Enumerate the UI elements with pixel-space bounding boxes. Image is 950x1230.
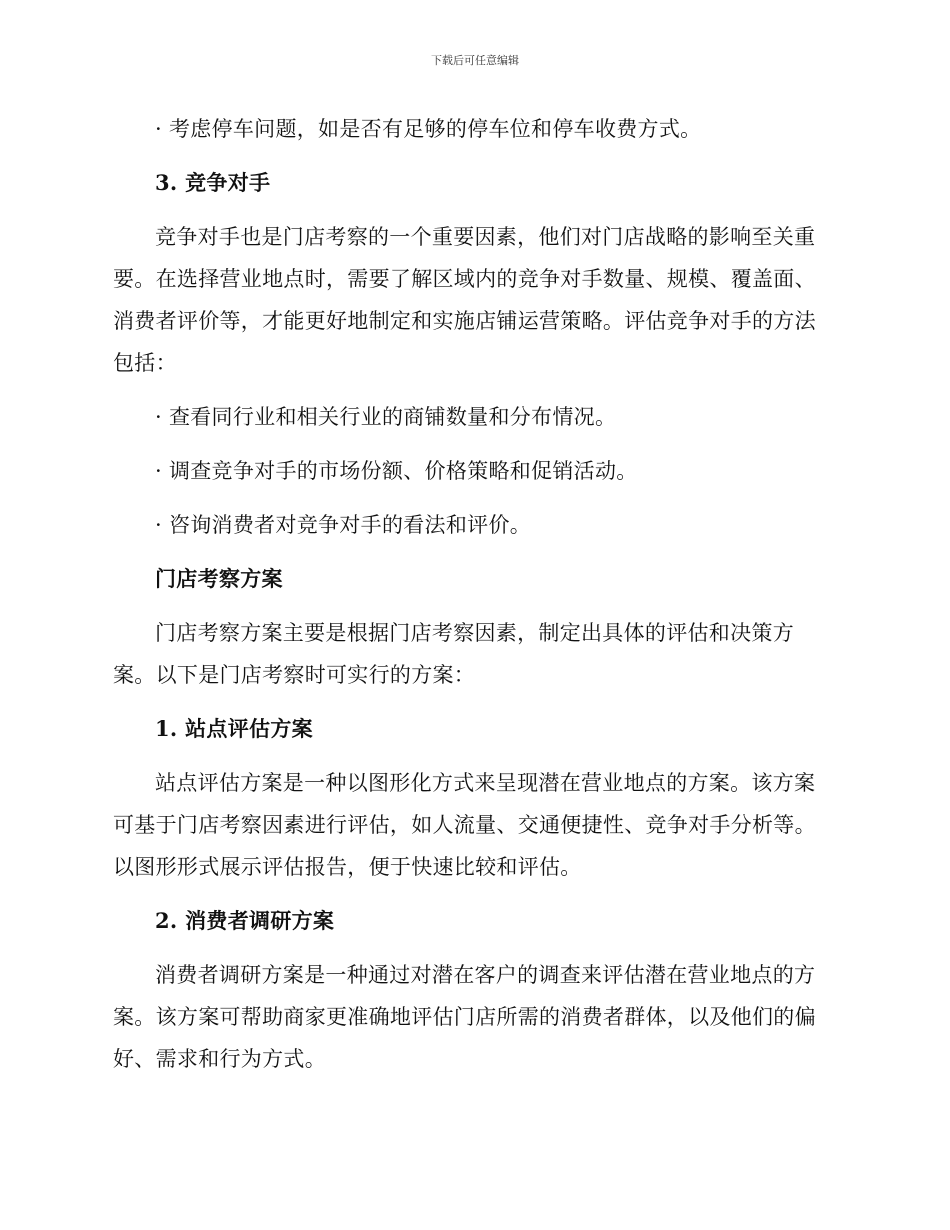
bullet-market-share: · 调查竞争对手的市场份额、价格策略和促销活动。	[155, 459, 638, 483]
page-header: 下载后可任意编辑	[431, 54, 519, 67]
section-heading-consumer-research: 2. 消费者调研方案	[155, 908, 335, 933]
document-body	[113, 108, 833, 1092]
section-heading-site-evaluation: 1. 站点评估方案	[155, 716, 313, 741]
section-heading-competitors: 3. 竞争对手	[155, 170, 271, 195]
paragraph-consumer-research: 消费者调研方案是一种通过对潜在客户的调查来评估潜在营业地点的方案。该方案可帮助商家更准确地评估门店所需的消费者群体，以及他们的偏好、需求和行为方式。	[113, 963, 816, 1071]
section-heading-inspection-plan: 门店考察方案	[155, 566, 283, 591]
bullet-consumer-opinion: · 咨询消费者对竞争对手的看法和评价。	[155, 513, 532, 537]
bullet-industry-count: · 查看同行业和相关行业的商铺数量和分布情况。	[155, 405, 617, 429]
paragraph-inspection-plan: 门店考察方案主要是根据门店考察因素，制定出具体的评估和决策方案。以下是门店考察时可实行的方案：	[113, 621, 794, 687]
bullet-parking: · 考虑停车问题，如是否有足够的停车位和停车收费方式。	[155, 117, 702, 141]
paragraph-competitors: 竞争对手也是门店考察的一个重要因素，他们对门店战略的影响至关重要。在选择营业地点时，需要了解区域内的竞争对手数量、规模、覆盖面、消费者评价等，才能更好地制定和实施店铺运营策略。评估竞争对手的方法包括：	[113, 225, 816, 375]
paragraph-site-evaluation: 站点评估方案是一种以图形化方式来呈现潜在营业地点的方案。该方案可基于门店考察因素进行评估，如人流量、交通便捷性、竞争对手分析等。以图形形式展示评估报告，便于快速比较和评估。	[113, 771, 816, 879]
